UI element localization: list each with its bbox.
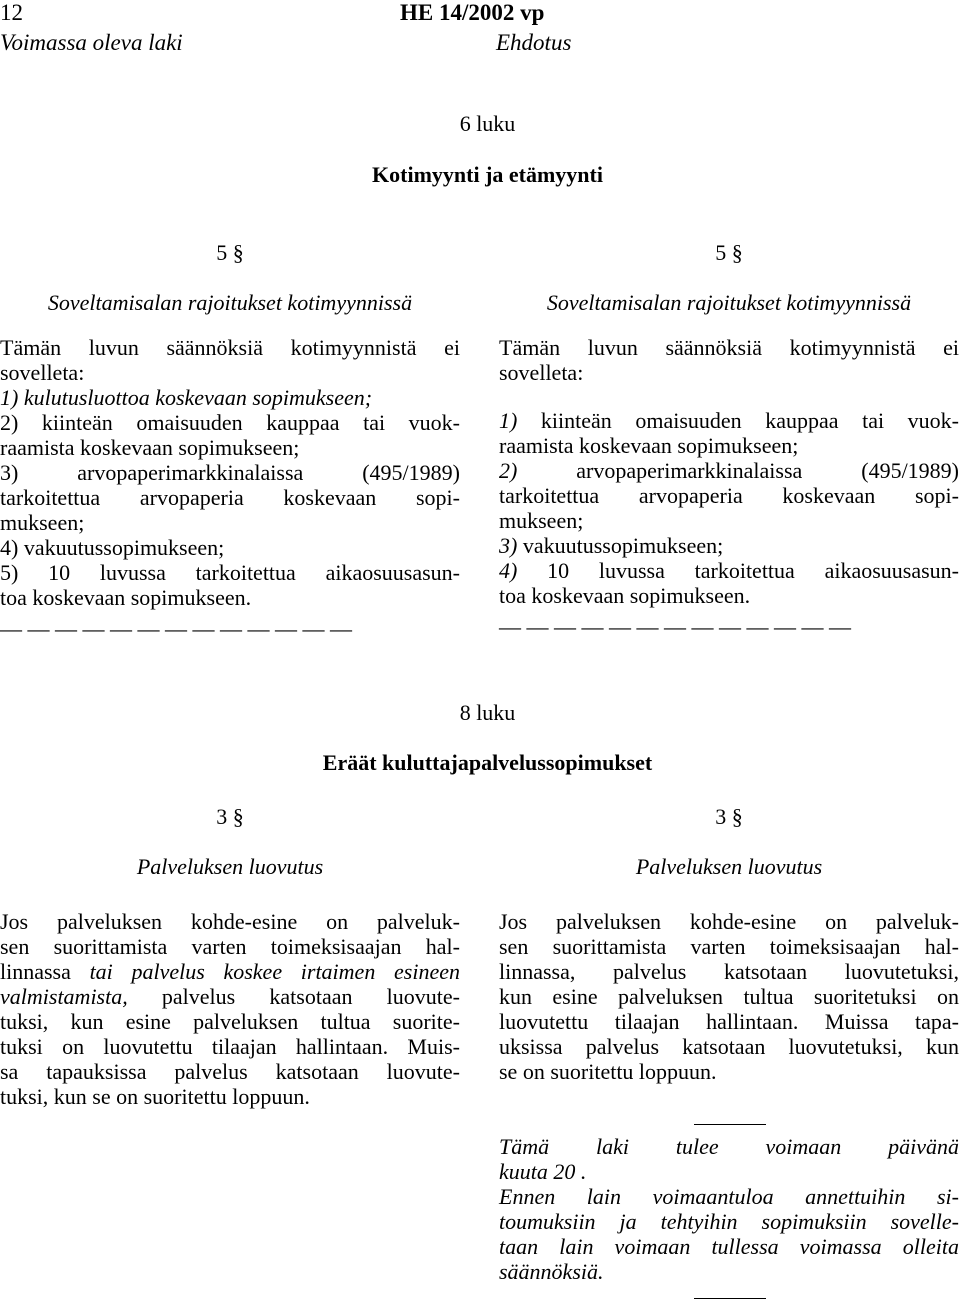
body-line: Tämän luvun säännöksiä kotimyynnistä ei — [499, 335, 959, 360]
item-number: 3) — [499, 533, 518, 558]
body-line: uksissa palvelus katsotaan luovutetuksi, kun — [499, 1034, 959, 1059]
body-line: Tämän luvun säännöksiä kotimyynnistä ei — [0, 335, 460, 360]
section-heading: Palveluksen luovutus — [635, 854, 823, 879]
section-number: 3 § — [715, 804, 743, 829]
document-id: HE 14/2002 vp — [400, 0, 545, 25]
item-text: kiinteän omaisuuden kauppaa tai vuok- — [540, 408, 959, 433]
body-line: tuksi, kun esine palveluksen tultua suorite- — [0, 1009, 460, 1034]
section-number: 3 § — [216, 804, 244, 829]
item-text: vakuutussopimukseen; — [522, 533, 724, 558]
text-run: linnassa — [0, 959, 90, 984]
body-line: mukseen; — [499, 508, 584, 533]
item-number: 4) — [499, 558, 518, 583]
section-3-proposal — [499, 804, 959, 1084]
body-line: tarkoitettua arvopaperia koskevaan sopi- — [499, 483, 959, 508]
amended-text: tai palvelus koskee irtaimen esineen — [89, 959, 460, 984]
section-body — [499, 909, 959, 1084]
section-heading: Soveltamisalan rajoitukset kotimyynnissä — [546, 290, 912, 315]
column-title-current-law: Voimassa oleva laki — [0, 30, 183, 55]
body-line: 2) kiinteän omaisuuden kauppaa tai vuok- — [0, 410, 460, 435]
body-line: 5) 10 luvussa tarkoitettua aikaosuusasun- — [0, 560, 460, 585]
item-number: 1) — [499, 408, 518, 433]
column-title-proposal: Ehdotus — [496, 30, 572, 55]
text-run: palvelus katsotaan luovute- — [127, 984, 460, 1009]
body-line: tuksi, kun se on suoritettu loppuun. — [0, 1084, 310, 1109]
list-item-3 — [499, 533, 959, 558]
section-body — [0, 335, 460, 610]
section-number: 5 § — [216, 240, 244, 265]
body-line — [0, 984, 460, 1009]
list-item-1 — [499, 408, 959, 433]
chapter-title: Eräät kuluttajapalvelussopimukset — [322, 750, 653, 775]
body-line: 1) kulutusluottoa koskevaan sopimukseen; — [0, 385, 373, 410]
body-line: 3) arvopaperimarkkinalaissa (495/1989) — [0, 460, 460, 485]
body-line: mukseen; — [0, 510, 85, 535]
body-line: tuksi on luovutettu tilaajan hallintaan. Muis- — [0, 1034, 460, 1059]
body-line: toa koskevaan sopimukseen. — [499, 583, 751, 608]
list-item-2 — [499, 458, 959, 483]
chapter-number: 8 luku — [459, 700, 516, 725]
body-line: sa tapauksissa palvelus katsotaan luovute- — [0, 1059, 460, 1084]
body-line: tarkoitettua arvopaperia koskevaan sopi- — [0, 485, 460, 510]
separator-rule — [694, 1124, 766, 1125]
section-number: 5 § — [715, 240, 743, 265]
body-line: taan lain voimaan tullessa voimassa olleita — [499, 1234, 959, 1259]
item-number: 2) — [499, 458, 518, 483]
body-line: toumuksiin ja tehtyihin sopimuksiin sovelle- — [499, 1209, 959, 1234]
body-line: Jos palveluksen kohde-esine on palveluk- — [0, 909, 460, 934]
body-line: säännöksiä. — [499, 1259, 604, 1284]
item-text: arvopaperimarkkinalaissa (495/1989) — [576, 458, 960, 483]
body-line: kun esine palveluksen tultua suoritetuksi on — [499, 984, 959, 1009]
body-line: raamista koskevaan sopimukseen; — [499, 433, 799, 458]
section-5-proposal — [499, 240, 959, 639]
chapter-number: 6 luku — [459, 111, 516, 136]
body-line: toa koskevaan sopimukseen. — [0, 585, 252, 610]
body-line: 4) vakuutussopimukseen; — [0, 535, 225, 560]
section-heading: Palveluksen luovutus — [136, 854, 324, 879]
body-line: sen suorittamista varten toimeksisaajan hal- — [499, 934, 959, 959]
body-line: Jos palveluksen kohde-esine on palveluk- — [499, 909, 959, 934]
body-line: sen suorittamista varten toimeksisaajan hal- — [0, 934, 460, 959]
chapter-title: Kotimyynti ja etämyynti — [372, 162, 603, 187]
body-line: raamista koskevaan sopimukseen; — [0, 435, 300, 460]
body-line — [0, 959, 460, 984]
section-3-current-law — [0, 804, 460, 1109]
omission-dashes: — — — — — — — — — — — — — — [499, 614, 851, 639]
body-line: luovutettu tilaajan hallintaan. Muissa tapa- — [499, 1009, 959, 1034]
body-line: sovelleta: — [0, 360, 85, 385]
body-line: sovelleta: — [499, 360, 584, 385]
page-number: 12 — [0, 0, 23, 25]
item-text: 10 luvussa tarkoitettua aikaosuusasun- — [547, 558, 959, 583]
omission-dashes: — — — — — — — — — — — — — — [0, 616, 352, 641]
entry-into-force — [499, 1134, 959, 1284]
body-line: kuuta 20 . — [499, 1159, 587, 1184]
body-line: Tämä laki tulee voimaan päivänä — [499, 1134, 959, 1159]
body-line: se on suoritettu loppuun. — [499, 1059, 717, 1084]
body-line: linnassa, palvelus katsotaan luovutetuksi, — [499, 959, 959, 984]
section-5-current-law — [0, 240, 460, 641]
separator-rule — [694, 1298, 766, 1299]
amended-text: valmistamista, — [0, 984, 128, 1009]
body-line: Ennen lain voimaantuloa annettuihin si- — [499, 1184, 959, 1209]
list-item-4 — [499, 558, 959, 583]
closing-body — [499, 1134, 959, 1284]
section-heading: Soveltamisalan rajoitukset kotimyynnissä — [47, 290, 413, 315]
